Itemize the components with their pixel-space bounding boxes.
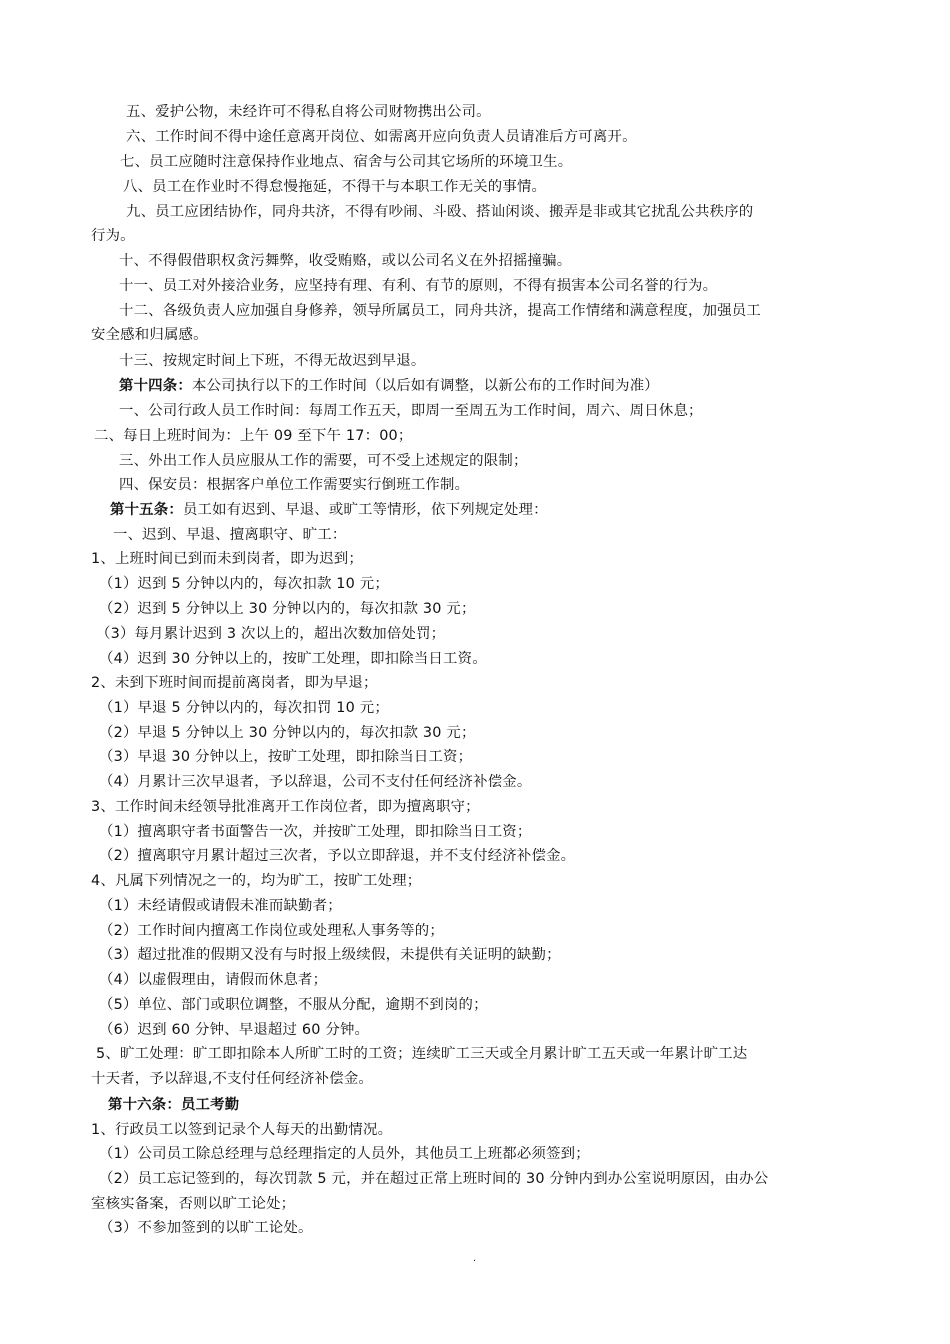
clause-13: 十三、按规定时间上下班，不得无故迟到早退。 [119,353,426,369]
art14-item-4: 四、保安员：根据客户单位工作需要实行倒班工作制。 [119,477,470,493]
early-heading: 2、未到下班时间而提前离岗者，即为早退； [91,675,378,691]
desertion-rule-2: （2）擅离职守月累计超过三次者，予以立即辞退，并不支付经济补偿金。 [99,848,576,864]
article-15-label: 第十五条： [110,502,183,518]
clause-6: 六、工作时间不得中途任意离开岗位、如需离开应向负责人员请准后方可离开。 [126,129,637,145]
late-rule-2: （2）迟到 5 分钟以上 30 分钟以内的，每次扣款 30 元； [99,601,476,617]
late-heading: 1、上班时间已到而未到岗者，即为迟到； [91,551,363,567]
desertion-rule-1: （1）擅离职守者书面警告一次，并按旷工处理，即扣除当日工资； [99,824,532,840]
clause-9-cont: 行为。 [91,228,135,244]
late-rule-3: （3）每月累计迟到 3 次以上的，超出次数加倍处罚； [96,626,446,642]
early-rule-4: （4）月累计三次早退者，予以辞退，公司不支付任何经济补偿金。 [99,774,532,790]
clause-5: 五、爱护公物，未经许可不得私自将公司财物携出公司。 [126,104,491,120]
absence-rule-5: （5）单位、部门或职位调整，不服从分配，逾期不到岗的； [99,997,488,1013]
clause-7: 七、员工应随时注意保持作业地点、宿舍与公司其它场所的环境卫生。 [120,154,573,170]
footer-mark: . [473,1253,477,1264]
absence-rule-6: （6）迟到 60 分钟、早退超过 60 分钟。 [99,1022,370,1038]
article-14 [119,377,659,395]
absence-rule-4: （4）以虚假理由，请假而休息者； [99,972,328,988]
absence-rule-1: （1）未经请假或请假未准而缺勤者； [99,898,342,914]
late-rule-1: （1）迟到 5 分钟以内的，每次扣款 10 元； [99,576,389,592]
late-rule-4: （4）迟到 30 分钟以上的，按旷工处理，即扣除当日工资。 [99,651,487,667]
signin-rule-2-cont: 室核实备案，否则以旷工论处； [91,1196,296,1212]
absence-penalty: 5、旷工处理：旷工即扣除本人所旷工时的工资；连续旷工三天或全月累计旷工五天或一年累计旷工达 [96,1046,748,1062]
early-rule-3: （3）早退 30 分钟以上，按旷工处理，即扣除当日工资； [99,749,473,765]
article-16-heading: 第十六条：员工考勤 [108,1097,240,1113]
article-14-label: 第十四条： [119,378,192,394]
clause-12: 十二、各级负责人应加强自身修养，领导所属员工，同舟共济，提高工作情绪和满意程度，加强员工 [119,303,761,319]
clause-11: 十一、员工对外接洽业务，应坚持有理、有利、有节的原则，不得有损害本公司名誉的行为。 [119,278,718,294]
absence-rule-2: （2）工作时间内擅离工作岗位或处理私人事务等的； [99,923,444,939]
desertion-heading: 3、工作时间未经领导批准离开工作岗位者，即为擅离职守； [91,799,480,815]
signin-rule-2: （2）员工忘记签到的，每次罚款 5 元，并在超过正常上班时间的 30 分钟内到办公室说明原因，由办公 [99,1171,769,1187]
clause-10: 十、不得假借职权贪污舞弊，收受贿赂，或以公司名义在外招摇撞骗。 [119,253,572,269]
art14-item-2: 二、每日上班时间为：上午 09 至下午 17：00； [94,428,413,444]
absence-rule-3: （3）超过批准的假期又没有与时报上级续假，未提供有关证明的缺勤； [99,947,561,963]
clause-12-cont: 安全感和归属感。 [91,327,208,343]
absence-heading: 4、凡属下列情况之一的，均为旷工，按旷工处理； [91,873,422,889]
signin-rule-3: （3）不参加签到的以旷工论处。 [99,1220,313,1236]
signin-heading: 1、行政员工以签到记录个人每天的出勤情况。 [91,1122,393,1138]
absence-penalty-cont: 十天者，予以辞退,不支付任何经济补偿金。 [91,1071,373,1087]
article-15-text: 员工如有迟到、早退、或旷工等情形，依下列规定处理： [182,502,548,518]
early-rule-1: （1）早退 5 分钟以内的，每次扣罚 10 元； [99,700,389,716]
art14-item-3: 三、外出工作人员应服从工作的需要，可不受上述规定的限制； [119,453,528,469]
article-14-text: 本公司执行以下的工作时间（以后如有调整，以新公布的工作时间为准） [191,378,659,394]
clause-8: 八、员工在作业时不得怠慢拖延，不得干与本职工作无关的事情。 [123,179,547,195]
early-rule-2: （2）早退 5 分钟以上 30 分钟以内的，每次扣款 30 元； [99,725,476,741]
article-15 [110,501,548,519]
clause-9: 九、员工应团结协作，同舟共济，不得有吵闹、斗殴、搭讪闲谈、搬弄是非或其它扰乱公共秩序的 [126,204,754,220]
signin-rule-1: （1）公司员工除总经理与总经理指定的人员外，其他员工上班都必须签到； [99,1146,590,1162]
art15-section-1: 一、迟到、早退、擅离职守、旷工： [113,527,347,543]
art14-item-1: 一、公司行政人员工作时间：每周工作五天，即周一至周五为工作时间，周六、周日休息； [119,403,703,419]
